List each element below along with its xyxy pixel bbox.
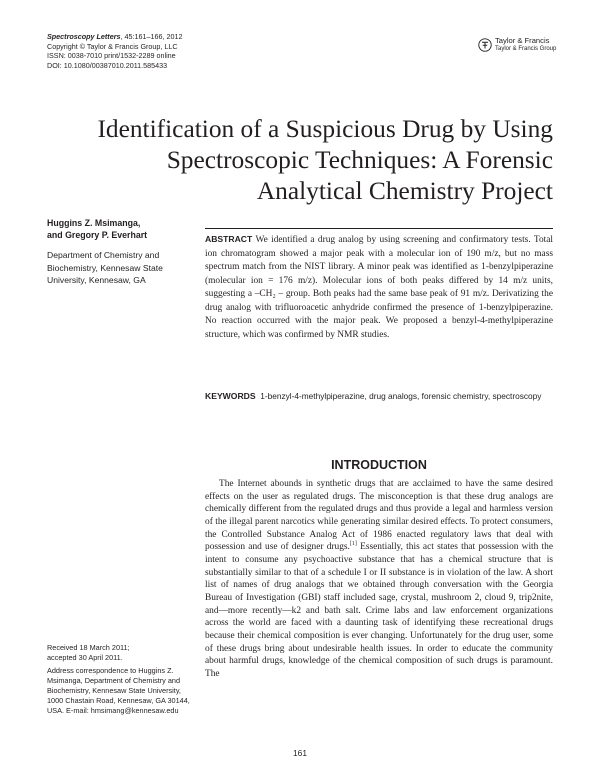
publisher-text [495,37,556,53]
issn-line: ISSN: 0038-7010 print/1532-2289 online [47,51,176,61]
keywords-text: 1-benzyl-4-methylpiperazine, drug analogs, forensic chemistry, spectroscopy [260,391,542,401]
introduction-text-part-2: Essentially, this act states that possession with the intent to consume any psychoactive substance that has a chemical structure that is substantially similar to that of a schedule I or II substance is in violation of the law. A short list of names of drug analogs that we obtained through conversation with the Georgia Bureau of Investigation (GBI) staff included sage, crystal, mushroom 2, cloud 9, trip2nite, and—more recently—k2 and bath salt. Crime labs and law enforcement organizations across the world are faced with a daunting task of identifying these recreational drugs because their chemical composition is ever changing. Unfortunately for the drug user, some of these drugs bring about undesirable health issues. In order to educate the community about harmful drugs, knowledge of the chemical composition of such drugs is paramount. The [205,542,553,679]
author-line-2: and Gregory P. Everhart [47,229,148,240]
author-line-1: Huggins Z. Msimanga, [47,218,141,228]
author-list [47,218,197,241]
received-dates [47,643,197,663]
citation-reference[interactable]: [1] [349,541,357,548]
journal-name: Spectroscopy Letters [47,32,121,41]
keywords-label: KEYWORDS [205,391,256,401]
author-affiliation: Department of Chemistry and Biochemistry, Kennesaw State University, Kennesaw, GA [47,250,163,285]
abstract-divider [205,228,553,229]
introduction-text-part-1: The Internet abounds in synthetic drugs that are acclaimed to have the same desired effects on the user as regulated drugs. The misconception is that these drug analogs are chemically different from the regulated drugs and thus provide a legal and harmless version of the illegal parent narcotics while generating similar desired effects. To protect consumers, the Controlled Substance Analog Act of 1986 enacted regulatory laws that deal with possession and use of designer drugs. [205,479,553,553]
abstract [205,233,553,342]
copyright-line: Copyright © Taylor & Francis Group, LLC [47,41,178,51]
received-date: Received 18 March 2011; [47,643,130,652]
correspondence-address: Address correspondence to Huggins Z. Msimanga, Department of Chemistry and Biochemistry, Kennesaw State University, 1000 Chastain Road, Kennesaw, GA 30144, USA. E-mail: hmsimang@kennesaw.edu [47,666,190,715]
abstract-text: We identified a drug analog by using screening and confirmatory tests. Total ion chromatogram showed a major peak with a molecular ion of 190 m/z, but no mass spectrum match from the NIST library. A minor peak was identified as 1-benzylpiperazine (molecular ion = 176 m/z). Molecular ions of both peaks differed by 14 m/z units, suggesting a –CH₂ – group. Both peaks had the same base peak of 91 m/z. Derivatizing the drug analog with trifluoroacetic anhydride confirmed the presence of 1-benzylpiperazine. No reaction occurred with the major peak. We proposed a benzyl-4-methylpiperazine structure, which was confirmed by NMR studies. [205,235,553,340]
abstract-label: ABSTRACT [205,234,253,244]
section-heading-introduction: INTRODUCTION [331,458,427,472]
paper-title: Identification of a Suspicious Drug by Using Spectroscopic Techniques: A Forensic Analytical Chemistry Project [97,115,553,205]
publisher-logo [478,37,556,53]
journal-citation: , 45:161–166, 2012 [120,32,183,41]
publisher-group: Taylor & Francis Group [495,45,557,52]
journal-citation-line [47,32,182,42]
introduction-paragraph [205,478,553,681]
publisher-name: Taylor & Francis [495,36,550,45]
publisher-emblem-icon [478,38,492,52]
accepted-date: accepted 30 April 2011. [47,653,123,662]
page-number: 161 [293,748,307,758]
journal-header [47,32,182,70]
keywords [205,390,553,404]
doi-line: DOI: 10.1080/00387010.2011.585433 [47,60,168,70]
